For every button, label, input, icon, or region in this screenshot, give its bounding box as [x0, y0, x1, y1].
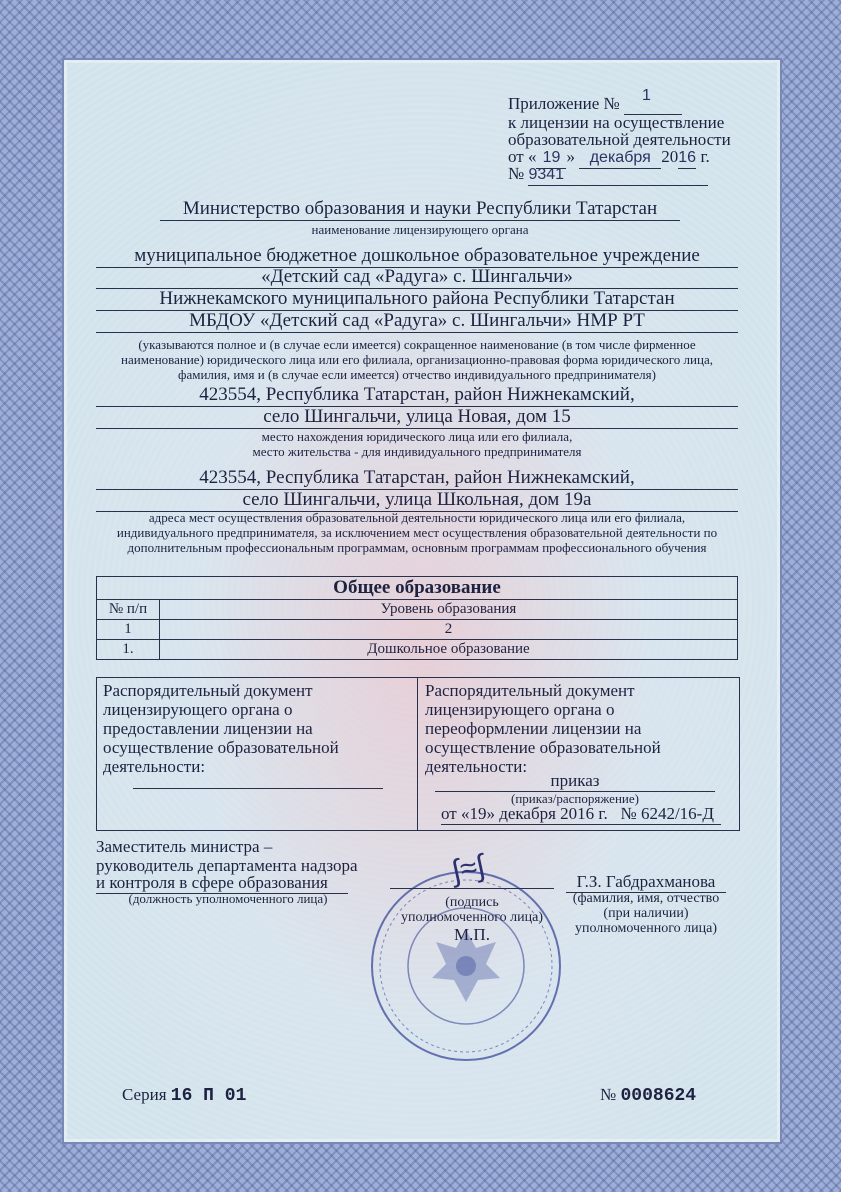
authority-name: Министерство образования и науки Республики Татарстан [160, 198, 680, 221]
serial-number-block [600, 1085, 696, 1106]
name-caption1: (фамилия, имя, отчество [572, 891, 720, 906]
name-caption3: уполномоченного лица) [575, 921, 717, 936]
appendix-day: 19 [536, 148, 566, 169]
appendix-line2: образовательной деятельности [508, 130, 731, 149]
location-line1: 423554, Республика Татарстан, район Нижнекамский, [96, 384, 738, 407]
signatory-position2: руководитель департамента надзора [96, 856, 358, 875]
signature-line [390, 888, 554, 889]
signatory-position3: и контроля в сфере образования [96, 873, 348, 894]
location-line2: село Шингальчи, улица Новая, дом 15 [96, 406, 738, 429]
appendix-license-number: № 9341 [508, 164, 708, 186]
orders-divider [417, 678, 418, 830]
series-value: 16 П 01 [170, 1086, 247, 1106]
table-index-row [97, 620, 738, 640]
name-caption2: (при наличии) [603, 906, 689, 921]
orders-box [96, 677, 740, 831]
appendix-date: от « 19 » декабря 2016 г. [508, 147, 720, 169]
appendix-label: Приложение № 1 [508, 94, 682, 115]
table-title: Общее образование [97, 577, 738, 600]
authority-caption: наименование лицензирующего органа [311, 222, 529, 237]
series-block [122, 1085, 246, 1106]
doc-right-type-caption: (приказ/распоряжение) [511, 791, 639, 806]
serial-number-label: № [600, 1085, 617, 1104]
signature-caption1: (подпись [445, 895, 499, 910]
appendix-line1: к лицензии на осуществление [508, 113, 725, 132]
doc-right-type: приказ [435, 771, 715, 792]
index-level: 2 [160, 620, 738, 640]
doc-right-text: Распорядительный документ лицензирующего органа о переоформлении лицензии на осуществление образовательной деятельности: [425, 681, 661, 776]
signatory-position1: Заместитель министра – [96, 837, 273, 856]
location-caption2: место жительства - для индивидуального предпринимателя [252, 444, 582, 459]
appendix-month: декабря [579, 148, 661, 169]
signatory-name: Г.З. Габдрахманова [566, 872, 726, 893]
doc-left-blank-line [133, 788, 383, 789]
signatory-position-caption: (должность уполномоченного лица) [128, 891, 328, 906]
org-full-line1: муниципальное бюджетное дошкольное образовательное учреждение [96, 245, 738, 268]
org-full-line3: Нижнекамского муниципального района Республики Татарстан [96, 288, 738, 311]
col-level-header: Уровень образования [160, 600, 738, 620]
serial-number-value: 0008624 [620, 1086, 697, 1106]
signature-scribble: ∫≈∫ [448, 848, 488, 889]
appendix-year: 16 [678, 148, 696, 169]
doc-right-date-number: от «19» декабря 2016 г. № 6242/16-Д [441, 804, 721, 825]
table-row [97, 640, 738, 660]
index-num: 1 [97, 620, 160, 640]
location-caption1: место нахождения юридического лица или его филиала, [261, 429, 573, 444]
row-level: Дошкольное образование [160, 640, 738, 660]
activity-address-line1: 423554, Республика Татарстан, район Нижнекамский, [96, 467, 738, 490]
signature-caption2: уполномоченного лица) [401, 910, 543, 925]
activity-address-caption: адреса мест осуществления образовательной деятельности юридического лица или его филиала, индивидуального предпринимателя, за исключением мест осуществления образовательной деятельности по дополнительным профессиональным программам, основным программам профессионального обучения [116, 510, 718, 555]
stamp-place-label: М.П. [454, 925, 490, 944]
doc-left-text: Распорядительный документ лицензирующего органа о предоставлении лицензии на осуществление образовательной деятельности: [103, 681, 339, 776]
appendix-number: 1 [641, 87, 651, 104]
col-num-header: № п/п [97, 600, 160, 620]
table-header-row [97, 600, 738, 620]
series-label: Серия [122, 1085, 167, 1104]
activity-address-line2: село Шингальчи, улица Школьная, дом 19а [96, 489, 738, 512]
org-caption: (указываются полное и (в случае если имеется) сокращенное наименование (в том числе фирменное наименование) юридического лица или его филиала, организационно-правовая форма юридического лица, фамилия, имя и (в случае если имеется) отчество индивидуального предпринимателя) [121, 337, 713, 382]
education-levels-table [96, 576, 738, 660]
org-short-name: МБДОУ «Детский сад «Радуга» с. Шингальчи» НМР РТ [96, 310, 738, 333]
row-num: 1. [97, 640, 160, 660]
org-full-line2: «Детский сад «Радуга» с. Шингальчи» [96, 266, 738, 289]
